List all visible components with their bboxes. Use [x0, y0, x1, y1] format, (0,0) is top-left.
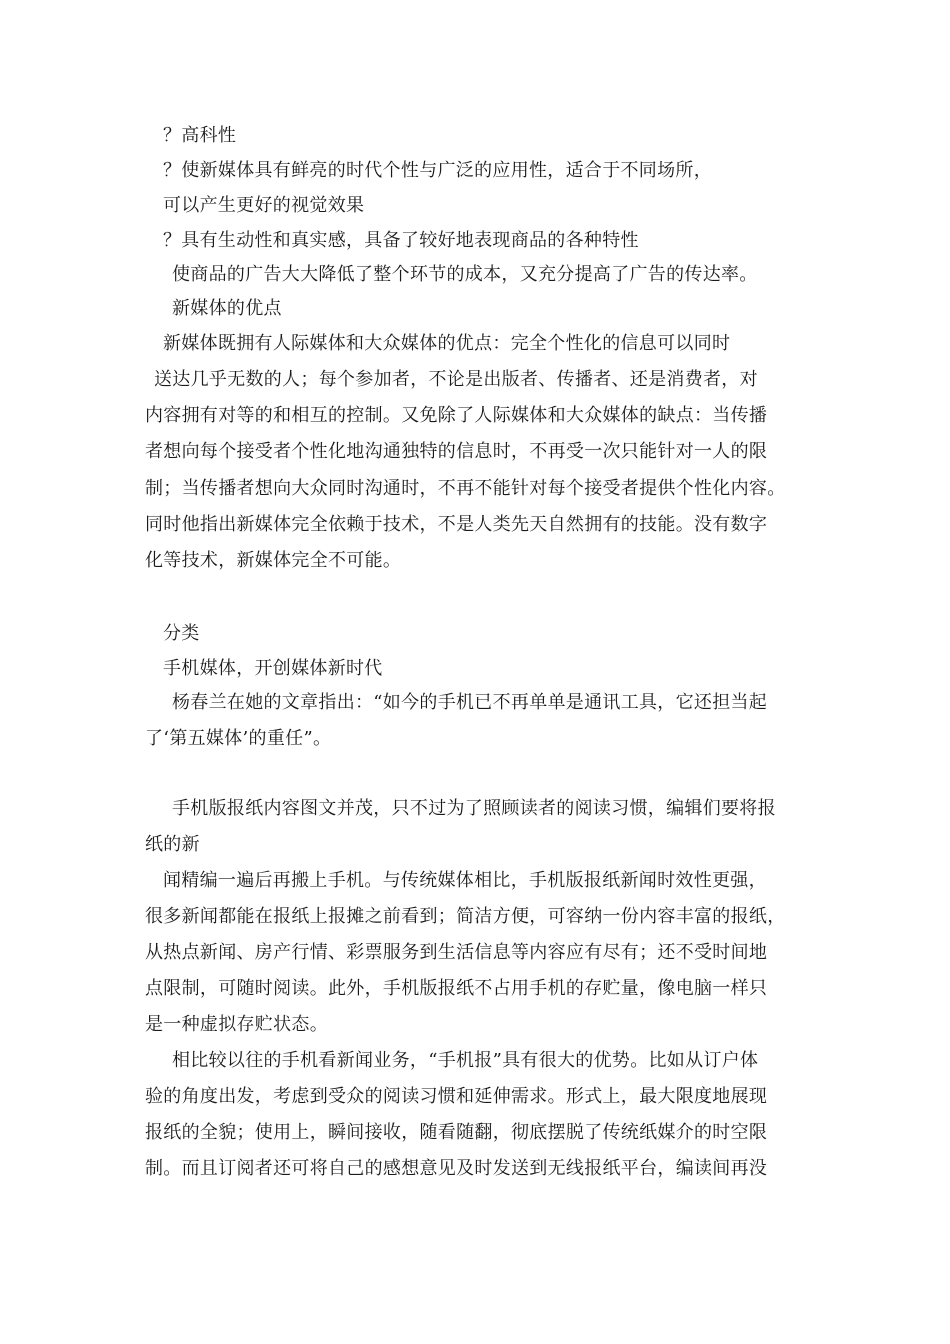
text-line: ？具有生动性和真实感，具备了较好地表现商品的各种特性	[163, 230, 639, 251]
text-line: 使商品的广告大大降低了整个环节的成本，又充分提高了广告的传达率。	[172, 264, 758, 285]
text-line: 新媒体既拥有人际媒体和大众媒体的优点：完全个性化的信息可以同时	[163, 333, 731, 354]
text-line: 验的角度出发，考虑到受众的阅读习惯和延伸需求。形式上，最大限度地展现	[145, 1086, 768, 1107]
text-line: 闻精编一遍后再搬上手机。与传统媒体相比，手机版报纸新闻时效性更强，	[163, 870, 767, 891]
text-line: ？使新媒体具有鲜亮的时代个性与广泛的应用性，适合于不同场所，	[163, 160, 712, 181]
text-line: 了‘第五媒体’的重任”。	[145, 728, 332, 749]
text-line: 可以产生更好的视觉效果	[163, 195, 365, 216]
text-line: 者想向每个接受者个性化地沟通独特的信息时，不再受一次只能针对一人的限	[145, 441, 768, 462]
section-heading: 手机媒体，开创媒体新时代	[163, 658, 383, 679]
text-line: 内容拥有对等的和相互的控制。又免除了人际媒体和大众媒体的缺点：当传播	[145, 405, 768, 426]
section-heading: 新媒体的优点	[172, 298, 282, 319]
text-line: 制；当传播者想向大众同时沟通时，不再不能针对每个接受者提供个性化内容。	[145, 478, 786, 499]
text-line: 制。而且订阅者还可将自己的感想意见及时发送到无线报纸平台，编读间再没	[145, 1158, 768, 1179]
text-line: 点限制，可随时阅读。此外，手机版报纸不占用手机的存贮量，像电脑一样只	[145, 978, 768, 999]
text-line: 相比较以往的手机看新闻业务，“手机报”具有很大的优势。比如从订户体	[172, 1050, 759, 1071]
text-line: 报纸的全貌；使用上，瞬间接收，随看随翻，彻底摆脱了传统纸媒介的时空限	[145, 1122, 768, 1143]
text-line: 同时他指出新媒体完全依赖于技术，不是人类先天自然拥有的技能。没有数字	[145, 514, 768, 535]
text-line: 送达几乎无数的人；每个参加者，不论是出版者、传播者、还是消费者，对	[154, 369, 758, 390]
text-line: 杨春兰在她的文章指出：“如今的手机已不再单单是通讯工具，它还担当起	[172, 692, 768, 713]
text-line: 化等技术，新媒体完全不可能。	[145, 550, 402, 571]
text-line: 很多新闻都能在报纸上报摊之前看到；简洁方便，可容纳一份内容丰富的报纸，	[145, 906, 786, 927]
text-line: 是一种虚拟存贮状态。	[145, 1014, 328, 1035]
text-line: 从热点新闻、房产行情、彩票服务到生活信息等内容应有尽有；还不受时间地	[145, 942, 768, 963]
section-heading: 分类	[163, 623, 200, 644]
text-line: ？高科性	[163, 125, 237, 146]
text-line: 手机版报纸内容图文并茂，只不过为了照顾读者的阅读习惯，编辑们要将报	[172, 798, 776, 819]
text-line: 纸的新	[145, 834, 200, 855]
